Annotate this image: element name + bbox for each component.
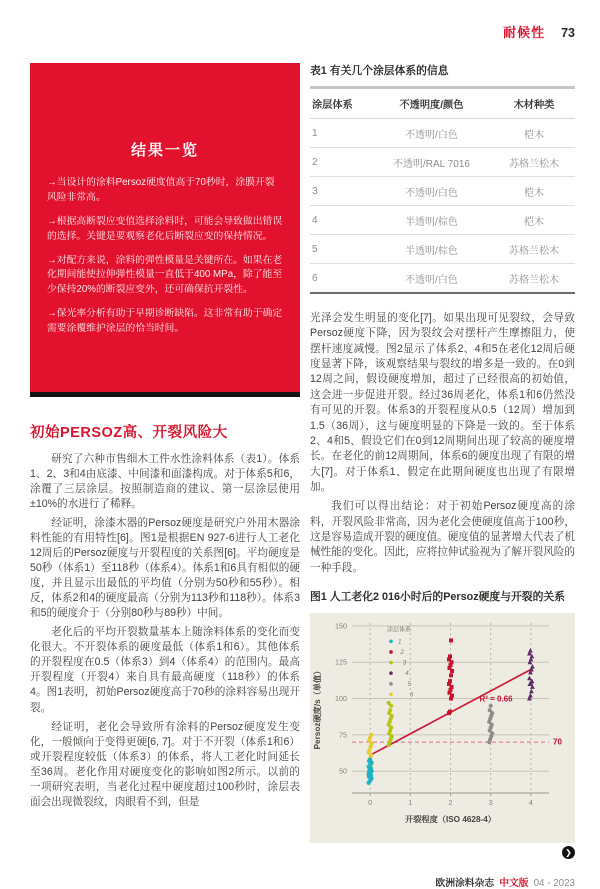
table-cell: 5: [310, 235, 370, 264]
body-paragraph: 经证明，涂漆木器的Persoz硬度是研究户外用木器涂料性能的有用特性[6]。图1是根据EN 927-6进行人工老化12周后的Persoz硬度与开裂程度的关系图[6]。平均硬度是50秒（体系1）至118秒（体系4）。体系1和6具有相似的硬度，并且显示出最低的平均值（分别为50秒和55秒）。相反，体系2和4的硬度最高（分别为113秒和118秒）。体系3和5的硬度介于（分别80秒与89秒）中间。: [30, 517, 300, 620]
table-row: [310, 148, 575, 177]
body-paragraph: 光泽会发生明显的变化[7]。如果出现可见裂纹，会导致Persoz硬度下降，因为裂纹会对摆杆产生摩擦阻力，使摆杆速度减慢。图2显示了体系2、4和5在老化12周后硬度显著下降，该观察结果与裂纹的增多是一致的。在0到12周之间，假设硬度增加，超过了已经很高的初始值，这会进一步促进开裂。经过36周老化，体系1和6仍然没有可见的开裂。体系3的开裂程度从0.5（12周）增加到1.5（36周），这与硬度明显的下降是一致的。至于体系2、4和5、假设它们在0到12周期间出现了较高的硬度增长。在老化的前12周期间，体系6的硬度出现了有限的增大[7]。对于体系1、假定在此期间硬度也出现了有限增加。: [310, 312, 575, 493]
table-cell: 苏格兰松木: [493, 235, 575, 264]
table-cell: 4: [310, 206, 370, 235]
results-box-title: 结果一览: [130, 142, 199, 159]
results-bullet: →保光率分析有助于早期诊断缺陷。这非常有助于确定需要涂覆维护涂层的恰当时间。: [47, 308, 283, 335]
svg-text:1: 1: [397, 638, 402, 646]
svg-text:涂层体系: 涂层体系: [386, 627, 411, 634]
journal-name: 欧洲涂料杂志: [435, 878, 495, 889]
svg-text:3: 3: [488, 798, 493, 808]
svg-text:2: 2: [400, 649, 404, 657]
column-header: 涂层体系: [310, 88, 370, 119]
results-bullet: →当设计的涂料Persoz硬度值高于70秒时，涂膜开裂风险非常高。: [47, 177, 275, 203]
body-paragraph: 我们可以得出结论：对于初始Persoz硬度高的涂料，开裂风险非常高，因为老化会使硬度值高于100秒，这是容易造成开裂的硬度值。硬度值的显著增大代表了机械性能的变化。因此，应将拉伸试验视为了解开裂风险的一种手段。: [310, 500, 575, 574]
figure1-chart: [310, 613, 575, 843]
svg-text:125: 125: [335, 657, 347, 667]
svg-text:1: 1: [408, 798, 413, 808]
section-title: 耐候性: [503, 25, 546, 40]
svg-text:Persoz硬度/s（单值）: Persoz硬度/s（单值）: [313, 666, 322, 750]
issue-number: 04 - 2023: [533, 878, 575, 889]
table-body: [310, 119, 575, 294]
table-cell: 半透明/棕色: [370, 206, 493, 235]
table-header-row: [310, 88, 575, 119]
next-page-icon[interactable]: ❯: [562, 846, 575, 859]
coating-systems-table: [310, 86, 575, 294]
table-cell: 桤木: [493, 206, 575, 235]
journal-edition: 中文版: [499, 878, 529, 889]
page-footer: [310, 875, 575, 889]
column-header: 木材种类: [493, 88, 575, 119]
svg-text:50: 50: [339, 766, 347, 776]
figure-caption: 图1 人工老化2 016小时后的Persoz硬度与开裂的关系: [310, 591, 565, 604]
body-paragraph: 经证明，老化会导致所有涂料的Persoz硬度发生变化，一般倾向于变得更硬[6, 7]。对于不开裂（体系1和6）或开裂程度较低（体系3）的体系，将人工老化时间延长至36周。老化作用对硬度变化的影响如图2所示。以前的一项研究表明，当老化过程中硬度超过100秒时，涂层表面会出现微裂纹，肉眼看不到，但是: [30, 720, 300, 808]
table-cell: 苏格兰松木: [493, 148, 575, 177]
page-header: [30, 0, 575, 41]
article-heading: 初始PERSOZ高、开裂风险大: [30, 425, 228, 441]
body-paragraph: 老化后的平均开裂数量基本上随涂料体系的变化而变化很大。不开裂体系的硬度最低（体系1和6）。其他体系的开裂程度在0.5（体系3）到4（体系4）的范围内。最高开裂程度（开裂4）来自具有最高硬度（118秒）的体系4。图1表明，初始Persoz硬度高于70秒的涂料容易出现开裂。: [30, 626, 300, 714]
table-row: [310, 177, 575, 206]
table-cell: 半透明/棕色: [370, 235, 493, 264]
page-number: 73: [561, 26, 575, 40]
svg-text:2: 2: [448, 798, 453, 808]
table-cell: 苏格兰松木: [508, 274, 559, 286]
svg-text:150: 150: [335, 621, 347, 631]
svg-text:0: 0: [368, 798, 373, 808]
table-cell: 不透明/白色: [370, 119, 493, 148]
table-cell: 不透明/RAL 7016: [370, 148, 493, 177]
svg-text:6: 6: [409, 691, 414, 699]
table-cell: 桤木: [493, 119, 575, 148]
table-cell: 不透明/白色: [370, 177, 493, 206]
results-bullet: →根据高断裂应变值选择涂料时，可能会导致做出错误的选择。关键是要观察老化后断裂应变的保持情况。: [47, 215, 283, 242]
svg-text:开裂程度（ISO 4628-4）: 开裂程度（ISO 4628-4）: [405, 815, 496, 825]
svg-text:4: 4: [405, 670, 409, 678]
svg-text:75: 75: [339, 730, 347, 740]
table-cell: 6: [312, 272, 318, 284]
svg-text:5: 5: [407, 680, 412, 688]
column-header: 不透明度/颜色: [370, 88, 493, 119]
table-cell: 3: [310, 177, 370, 206]
table-row: [310, 206, 575, 235]
table-cell: 桤木: [493, 177, 575, 206]
svg-text:70: 70: [553, 737, 562, 747]
svg-text:3: 3: [402, 659, 407, 667]
table-cell: 不透明/白色: [405, 274, 458, 286]
results-summary-box: [30, 63, 300, 397]
svg-text:4: 4: [528, 798, 533, 808]
table-cell: 1: [310, 119, 370, 148]
table-row: [310, 119, 575, 148]
svg-text:R² = 0.66: R² = 0.66: [479, 694, 513, 704]
results-bullet: →对配方来说，涂料的弹性模量是关键所在。如果在老化期间能使拉伸弹性模量一直低于400 MPa，除了能至少保持20%的断裂应变外，还可确保抗开裂性。: [47, 254, 283, 296]
table-cell: 2: [310, 148, 370, 177]
table-row: [310, 264, 575, 294]
table-row: [310, 235, 575, 264]
left-column: [30, 63, 300, 889]
scatter-plot: [310, 613, 575, 843]
table-caption: 表1 有关几个涂层体系的信息: [310, 65, 449, 77]
svg-text:100: 100: [335, 694, 347, 704]
body-paragraph: 研究了六种市售细木工件水性涂料体系（表1）。体系1、2、3和4由底漆、中间漆和面漆构成。对于体系5和6，涂覆了三层涂层。按照制造商的建议、第一层涂层使用±10%的水进行了稀释。: [30, 453, 300, 511]
right-column: [310, 63, 575, 889]
